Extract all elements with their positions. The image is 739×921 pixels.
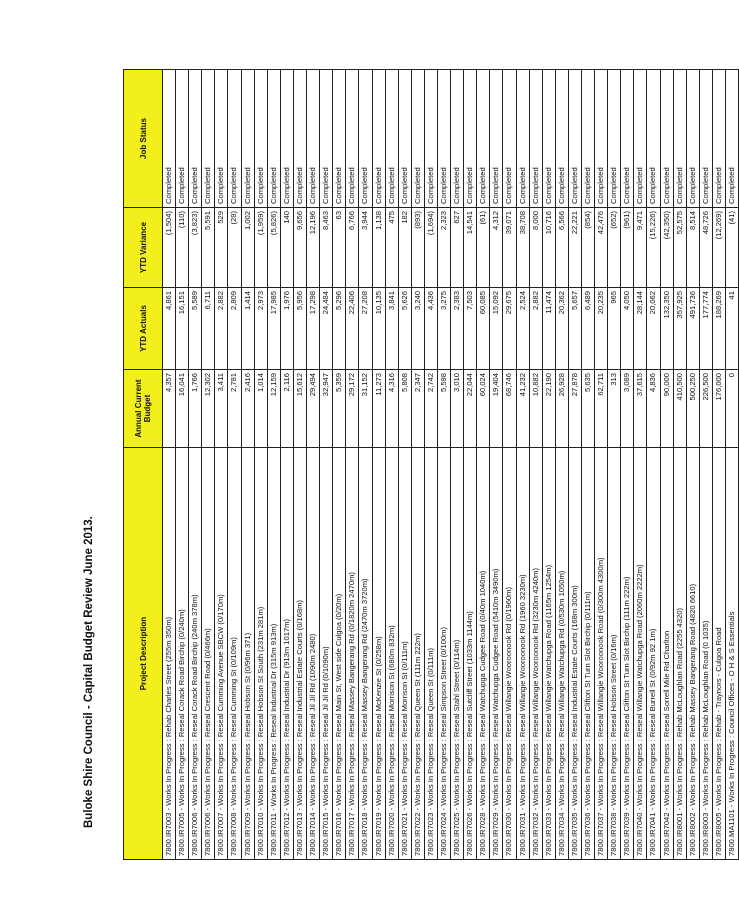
- cell-ytd-actuals: 2,882: [529, 288, 542, 370]
- cell-description: 7800.IR7016 - Works In Progress : Reseal Main St, West side Culgoa (0/20m): [333, 448, 346, 860]
- cell-job-status: Completed: [529, 70, 542, 208]
- table-row: [385, 70, 398, 860]
- cell-ytd-actuals: 2,383: [451, 288, 464, 370]
- cell-budget: 1,014: [254, 370, 267, 448]
- cell-budget: 22,044: [464, 370, 477, 448]
- cell-ytd-actuals: 3,275: [437, 288, 450, 370]
- cell-job-status: Completed: [673, 70, 686, 208]
- cell-budget: 3,010: [451, 370, 464, 448]
- cell-ytd-variance: 39,071: [503, 208, 516, 288]
- table-row: [293, 70, 306, 860]
- cell-budget: 2,781: [228, 370, 241, 448]
- cell-description: 7800.IR7041 - Works In Progress : Reseal Burrell St (0/92m 92.1m): [647, 448, 660, 860]
- cell-ytd-actuals: 491,736: [686, 288, 699, 370]
- cell-description: 7800.IR8003 - Works In Progress : Rehab McLoughlan Road (0 1035): [699, 448, 712, 860]
- cell-job-status: Completed: [189, 70, 202, 208]
- cell-description: 7800.IR7036 - Works In Progress : Reseal Clifton St Turn Slot Birchip (0/111m): [582, 448, 595, 860]
- cell-job-status: Completed: [464, 70, 477, 208]
- cell-job-status: Completed: [176, 70, 189, 208]
- table-row: [320, 70, 333, 860]
- cell-description: 7800.IR7006 - Works In Progress : Reseal Crescent Road (0/466m): [202, 448, 215, 860]
- cell-ytd-variance: 6,766: [346, 208, 359, 288]
- cell-description: 7800.IR7042 - Works In Progress : Reseal Sorrell Mile Rd Charlton: [660, 448, 673, 860]
- cell-budget: 26,928: [555, 370, 568, 448]
- table-row: [529, 70, 542, 860]
- cell-ytd-variance: (3,823): [189, 208, 202, 288]
- table-row: [516, 70, 529, 860]
- cell-job-status: Completed: [686, 70, 699, 208]
- cell-budget: 12,302: [202, 370, 215, 448]
- cell-ytd-variance: (41): [726, 208, 739, 288]
- cell-ytd-actuals: 5,657: [568, 288, 581, 370]
- cell-budget: 90,000: [660, 370, 673, 448]
- table-row: [254, 70, 267, 860]
- column-header-ytd-variance: YTD Variance: [124, 208, 163, 288]
- table-row: [333, 70, 346, 860]
- cell-budget: 5,808: [398, 370, 411, 448]
- cell-budget: 3,089: [621, 370, 634, 448]
- cell-job-status: Completed: [477, 70, 490, 208]
- table-row: [542, 70, 555, 860]
- cell-ytd-actuals: 5,626: [398, 288, 411, 370]
- cell-ytd-actuals: 4,436: [424, 288, 437, 370]
- cell-budget: 313: [608, 370, 621, 448]
- cell-ytd-variance: (110): [176, 208, 189, 288]
- cell-job-status: Completed: [451, 70, 464, 208]
- table-row: [437, 70, 450, 860]
- cell-ytd-variance: 1,138: [372, 208, 385, 288]
- table-row: [398, 70, 411, 860]
- table-row: [372, 70, 385, 860]
- cell-ytd-actuals: 4,861: [163, 288, 176, 370]
- cell-description: 7800.IR7025 - Works In Progress : Reseal Stahl Street (0/114m): [451, 448, 464, 860]
- cell-budget: 0: [726, 370, 739, 448]
- cell-budget: 1,766: [189, 370, 202, 448]
- cell-ytd-variance: 6,566: [555, 208, 568, 288]
- table-row: [490, 70, 503, 860]
- column-header-ytd-actuals: YTD Actuals: [124, 288, 163, 370]
- cell-description: 7800.IR7006 - Works In Progress : Reseal Corack Road Birchip (240m 378m): [189, 448, 202, 860]
- cell-ytd-variance: 2,323: [437, 208, 450, 288]
- cell-job-status: Completed: [372, 70, 385, 208]
- table-header: [124, 70, 163, 860]
- cell-job-status: Completed: [608, 70, 621, 208]
- cell-job-status: Completed: [215, 70, 228, 208]
- cell-ytd-variance: 10,716: [542, 208, 555, 288]
- cell-job-status: Completed: [437, 70, 450, 208]
- cell-ytd-actuals: 188,269: [712, 288, 725, 370]
- cell-ytd-variance: 48,726: [699, 208, 712, 288]
- cell-budget: 27,878: [568, 370, 581, 448]
- header-row: [124, 70, 163, 860]
- cell-description: 7800.IR7019 - Works In Progress : Reseal McKenzie St (0/258m): [372, 448, 385, 860]
- cell-ytd-actuals: 5,296: [333, 288, 346, 370]
- cell-ytd-variance: 182: [398, 208, 411, 288]
- cell-budget: 2,742: [424, 370, 437, 448]
- cell-job-status: Completed: [712, 70, 725, 208]
- cell-job-status: Completed: [647, 70, 660, 208]
- table-row: [307, 70, 320, 860]
- cell-description: 7800.IR7032 - Works In Progress : Reseal Willangie Wooroonook Rd (3230m 4240m): [529, 448, 542, 860]
- table-row: [555, 70, 568, 860]
- document-title: Buloke Shire Council - Capital Budget Review June 2013.: [83, 516, 95, 828]
- table-row: [451, 70, 464, 860]
- cell-ytd-actuals: 132,350: [660, 288, 673, 370]
- cell-budget: 19,404: [490, 370, 503, 448]
- table-row: [726, 70, 739, 860]
- cell-ytd-variance: (893): [411, 208, 424, 288]
- table-row: [346, 70, 359, 860]
- cell-budget: 176,000: [712, 370, 725, 448]
- table-row: [595, 70, 608, 860]
- table-row: [621, 70, 634, 860]
- cell-budget: 22,190: [542, 370, 555, 448]
- cell-budget: 4,357: [163, 370, 176, 448]
- cell-budget: 5,359: [333, 370, 346, 448]
- table-row: [280, 70, 293, 860]
- cell-ytd-actuals: 17,298: [307, 288, 320, 370]
- cell-job-status: Completed: [241, 70, 254, 208]
- rotated-sheet: [65, 70, 737, 860]
- cell-job-status: Completed: [307, 70, 320, 208]
- cell-description: 7800.IR7040 - Works In Progress : Reseal Willangie Watchupga Road (2060m 2222m): [634, 448, 647, 860]
- cell-description: 7800.IR7023 - Works In Progress : Reseal Queen St (0/111m): [424, 448, 437, 860]
- cell-job-status: Completed: [280, 70, 293, 208]
- cell-ytd-actuals: 28,144: [634, 288, 647, 370]
- cell-budget: 32,947: [320, 370, 333, 448]
- cell-ytd-variance: 14,541: [464, 208, 477, 288]
- cell-budget: 10,882: [529, 370, 542, 448]
- cell-description: 7800.IR8002 - Works In Progress : Rehab Massey Bangerang Road (4820 6610): [686, 448, 699, 860]
- cell-description: 7800.IR7018 - Works In Progress : Reseal Massey Bangerang Rd (2470m 3720m): [359, 448, 372, 860]
- cell-ytd-variance: 52,575: [673, 208, 686, 288]
- cell-job-status: Completed: [333, 70, 346, 208]
- cell-budget: 3,411: [215, 370, 228, 448]
- cell-job-status: Completed: [490, 70, 503, 208]
- cell-ytd-variance: 9,656: [293, 208, 306, 288]
- cell-ytd-variance: 140: [280, 208, 293, 288]
- cell-budget: 15,612: [293, 370, 306, 448]
- cell-budget: 5,598: [437, 370, 450, 448]
- cell-ytd-actuals: 2,973: [254, 288, 267, 370]
- cell-ytd-actuals: 27,208: [359, 288, 372, 370]
- cell-budget: 11,273: [372, 370, 385, 448]
- cell-job-status: Completed: [398, 70, 411, 208]
- cell-ytd-variance: (1,959): [254, 208, 267, 288]
- cell-description: 7800.IR7039 - Works In Progress : Reseal Clifton St Turn Slot Birchip (111m 222m): [621, 448, 634, 860]
- cell-ytd-actuals: 1,414: [241, 288, 254, 370]
- column-header-budget: Annual Current Budget: [124, 370, 163, 448]
- table-body: [163, 70, 739, 860]
- table-row: [673, 70, 686, 860]
- table-row: [215, 70, 228, 860]
- cell-ytd-actuals: 5,956: [293, 288, 306, 370]
- cell-description: 7800.IR7026 - Works In Progress : Reseal Sutcliff Street (1033m 1144m): [464, 448, 477, 860]
- cell-job-status: Completed: [163, 70, 176, 208]
- column-header-job-status: Job Status: [124, 70, 163, 208]
- cell-description: 7800.IR7012 - Works In Progress : Reseal Industrial Dr (913m 1017m): [280, 448, 293, 860]
- cell-description: 7800.IR7035 - Works In Progress : Reseal Industrial Estate Courts (168m 300m): [568, 448, 581, 860]
- table-row: [464, 70, 477, 860]
- cell-ytd-actuals: 177,774: [699, 288, 712, 370]
- cell-job-status: Completed: [267, 70, 280, 208]
- cell-ytd-variance: (1,694): [424, 208, 437, 288]
- cell-budget: 37,615: [634, 370, 647, 448]
- cell-description: 7800.IR7017 - Works In Progress : Reseal Massey Bangerang Rd (0/1820m 2470m): [346, 448, 359, 860]
- cell-ytd-variance: 38,708: [516, 208, 529, 288]
- table-row: [582, 70, 595, 860]
- cell-ytd-variance: 8,514: [686, 208, 699, 288]
- cell-ytd-actuals: 6,489: [582, 288, 595, 370]
- table-row: [477, 70, 490, 860]
- cell-job-status: Completed: [503, 70, 516, 208]
- cell-description: 7800.IR7029 - Works In Progress : Reseal Watchupga Cudgee Road (5410m 3490m): [490, 448, 503, 860]
- cell-description: 7800.IR7008 - Works In Progress : Reseal Cumming St (0/109m): [228, 448, 241, 860]
- table-row: [424, 70, 437, 860]
- cell-description: 7800.IR7028 - Works In Progress : Reseal Watchupga Cudgee Road (0/40m 1040m): [477, 448, 490, 860]
- cell-description: 7800.IR7030 - Works In Progress : Reseal Willangie Wooroonook Rd (0/1960m): [503, 448, 516, 860]
- cell-budget: 2,347: [411, 370, 424, 448]
- cell-job-status: Completed: [359, 70, 372, 208]
- cell-ytd-variance: 8,000: [529, 208, 542, 288]
- cell-job-status: Completed: [320, 70, 333, 208]
- cell-job-status: Completed: [202, 70, 215, 208]
- cell-job-status: Completed: [516, 70, 529, 208]
- table-row: [163, 70, 176, 860]
- cell-ytd-actuals: 24,484: [320, 288, 333, 370]
- cell-description: 7800.IR7031 - Works In Progress : Reseal Willangie Wooroonook Rd (1960 3230m): [516, 448, 529, 860]
- cell-job-status: Completed: [555, 70, 568, 208]
- cell-ytd-actuals: 11,474: [542, 288, 555, 370]
- cell-description: 7800.IR8005 - Works In Progress : Rehab - Traynors - Culgoa Road: [712, 448, 725, 860]
- cell-ytd-variance: (28): [228, 208, 241, 288]
- cell-ytd-actuals: 60,085: [477, 288, 490, 370]
- cell-budget: 2,416: [241, 370, 254, 448]
- cell-budget: 60,024: [477, 370, 490, 448]
- cell-ytd-actuals: 7,503: [464, 288, 477, 370]
- cell-description: 7800.IR7014 - Works In Progress : Reseal Jil Jil Rd (1090m 2480): [307, 448, 320, 860]
- cell-ytd-actuals: 5,589: [189, 288, 202, 370]
- cell-ytd-variance: 9,471: [634, 208, 647, 288]
- table-row: [712, 70, 725, 860]
- table-row: [608, 70, 621, 860]
- cell-job-status: Completed: [621, 70, 634, 208]
- cell-ytd-variance: 3,944: [359, 208, 372, 288]
- cell-description: 7800.IR7003 - Works In Progress : Rehab Charles Street (255m 350m): [163, 448, 176, 860]
- cell-ytd-actuals: 20,235: [595, 288, 608, 370]
- cell-ytd-variance: (12,269): [712, 208, 725, 288]
- cell-description: 7800.IR7020 - Works In Progress : Reseal Morrison St (680m 832m): [385, 448, 398, 860]
- cell-job-status: Completed: [660, 70, 673, 208]
- cell-ytd-actuals: 2,809: [228, 288, 241, 370]
- cell-ytd-variance: (15,226): [647, 208, 660, 288]
- cell-ytd-variance: (42,350): [660, 208, 673, 288]
- cell-ytd-actuals: 3,841: [385, 288, 398, 370]
- cell-budget: 41,232: [516, 370, 529, 448]
- cell-description: 7800.IR7007 - Works In Progress : Reseal Cumming Avenue SBCW (0/170m): [215, 448, 228, 860]
- cell-budget: 500,250: [686, 370, 699, 448]
- cell-job-status: Completed: [411, 70, 424, 208]
- cell-ytd-actuals: 20,362: [555, 288, 568, 370]
- table-row: [176, 70, 189, 860]
- cell-job-status: Completed: [582, 70, 595, 208]
- cell-budget: 2,116: [280, 370, 293, 448]
- cell-ytd-actuals: 16,151: [176, 288, 189, 370]
- table-row: [241, 70, 254, 860]
- table-row: [634, 70, 647, 860]
- table-row: [202, 70, 215, 860]
- cell-ytd-variance: 529: [215, 208, 228, 288]
- cell-ytd-variance: (652): [608, 208, 621, 288]
- cell-budget: 5,635: [582, 370, 595, 448]
- cell-description: 7800.IR7011 - Works In Progress : Reseal Industrial Dr (315m 913m): [267, 448, 280, 860]
- cell-description: 7800.IR7022 - Works In Progress : Reseal Queen St (111m 222m): [411, 448, 424, 860]
- cell-description: 7800.IR7009 - Works In Progress : Reseal Hobson St (0/96m 371): [241, 448, 254, 860]
- cell-ytd-actuals: 29,675: [503, 288, 516, 370]
- table-row: [568, 70, 581, 860]
- cell-budget: 68,746: [503, 370, 516, 448]
- cell-budget: 226,500: [699, 370, 712, 448]
- cell-ytd-actuals: 1,976: [280, 288, 293, 370]
- cell-ytd-actuals: 4,050: [621, 288, 634, 370]
- cell-job-status: Completed: [595, 70, 608, 208]
- table-row: [228, 70, 241, 860]
- table-row: [503, 70, 516, 860]
- capital-budget-table: [123, 69, 739, 860]
- table-row: [359, 70, 372, 860]
- cell-job-status: Completed: [568, 70, 581, 208]
- cell-job-status: Completed: [726, 70, 739, 208]
- cell-ytd-variance: 1,002: [241, 208, 254, 288]
- cell-description: 7800.IR7005 - Works In Progress : Reseal Corack Road Birchip (0/240m): [176, 448, 189, 860]
- cell-ytd-variance: 8,463: [320, 208, 333, 288]
- cell-job-status: Completed: [634, 70, 647, 208]
- cell-ytd-variance: 22,221: [568, 208, 581, 288]
- cell-ytd-variance: 4,312: [490, 208, 503, 288]
- table-row: [686, 70, 699, 860]
- cell-job-status: Completed: [254, 70, 267, 208]
- table-row: [647, 70, 660, 860]
- cell-job-status: Completed: [346, 70, 359, 208]
- cell-ytd-actuals: 20,062: [647, 288, 660, 370]
- cell-ytd-variance: (854): [582, 208, 595, 288]
- cell-ytd-variance: (961): [621, 208, 634, 288]
- cell-budget: 31,152: [359, 370, 372, 448]
- cell-ytd-actuals: 2,524: [516, 288, 529, 370]
- cell-description: 7800.IR7037 - Works In Progress : Reseal Willangie Wooroonook Road (0/300m 4300m): [595, 448, 608, 860]
- cell-description: 7800.IR7038 - Works In Progress : Reseal Hobson Street (0/16m): [608, 448, 621, 860]
- cell-ytd-variance: (1,504): [163, 208, 176, 288]
- cell-job-status: Completed: [424, 70, 437, 208]
- cell-job-status: Completed: [385, 70, 398, 208]
- cell-job-status: Completed: [542, 70, 555, 208]
- cell-ytd-actuals: 965: [608, 288, 621, 370]
- cell-budget: 29,494: [307, 370, 320, 448]
- table-row: [699, 70, 712, 860]
- cell-ytd-actuals: 357,925: [673, 288, 686, 370]
- cell-job-status: Completed: [293, 70, 306, 208]
- cell-description: 7800.IR8001 - Works In Progress : Rehab McLoughlan Road (2255 4320): [673, 448, 686, 860]
- cell-ytd-actuals: 22,406: [346, 288, 359, 370]
- cell-ytd-actuals: 3,240: [411, 288, 424, 370]
- cell-description: 7800.IR7033 - Works In Progress : Reseal Willangie Watchupga Road (1165m 1254m): [542, 448, 555, 860]
- cell-description: 7800.IR7010 - Works In Progress : Reseal Hobson St South (231m 281m): [254, 448, 267, 860]
- table-row: [660, 70, 673, 860]
- cell-ytd-variance: (61): [477, 208, 490, 288]
- cell-budget: 4,836: [647, 370, 660, 448]
- table-row: [189, 70, 202, 860]
- cell-ytd-variance: 627: [451, 208, 464, 288]
- cell-budget: 4,316: [385, 370, 398, 448]
- cell-budget: 16,041: [176, 370, 189, 448]
- cell-ytd-variance: 5,591: [202, 208, 215, 288]
- cell-description: 7800.IR7021 - Works In Progress : Reseal Morrison St (0/111m): [398, 448, 411, 860]
- cell-ytd-actuals: 41: [726, 288, 739, 370]
- cell-budget: 12,159: [267, 370, 280, 448]
- cell-budget: 410,500: [673, 370, 686, 448]
- cell-ytd-variance: 475: [385, 208, 398, 288]
- cell-ytd-actuals: 6,711: [202, 288, 215, 370]
- cell-ytd-actuals: 17,985: [267, 288, 280, 370]
- cell-ytd-actuals: 10,135: [372, 288, 385, 370]
- cell-description: 7800.IR7013 - Works In Progress : Reseal Industrial Estate Courts (0/168m): [293, 448, 306, 860]
- cell-description: 7800.IR7015 - Works In Progress : Reseal Jil Jil Rd (0/1090m): [320, 448, 333, 860]
- cell-ytd-variance: 42,476: [595, 208, 608, 288]
- cell-job-status: Completed: [228, 70, 241, 208]
- table-row: [267, 70, 280, 860]
- cell-budget: 29,172: [346, 370, 359, 448]
- cell-ytd-variance: (5,826): [267, 208, 280, 288]
- cell-ytd-actuals: 15,092: [490, 288, 503, 370]
- cell-description: 7800.IR7034 - Works In Progress : Reseal Willangie Watchupga Rd (0/530m 1050m): [555, 448, 568, 860]
- cell-ytd-actuals: 2,882: [215, 288, 228, 370]
- cell-description: 7800.MA1101 - Works In Progress : Council Offices - O H & S Essentials: [726, 448, 739, 860]
- cell-ytd-variance: 12,196: [307, 208, 320, 288]
- cell-job-status: Completed: [699, 70, 712, 208]
- cell-ytd-variance: 63: [333, 208, 346, 288]
- table-row: [411, 70, 424, 860]
- cell-description: 7800.IR7024 - Works In Progress : Reseal Simpson Street (0/100m): [437, 448, 450, 860]
- column-header-description: Project Description: [124, 448, 163, 860]
- cell-budget: 62,711: [595, 370, 608, 448]
